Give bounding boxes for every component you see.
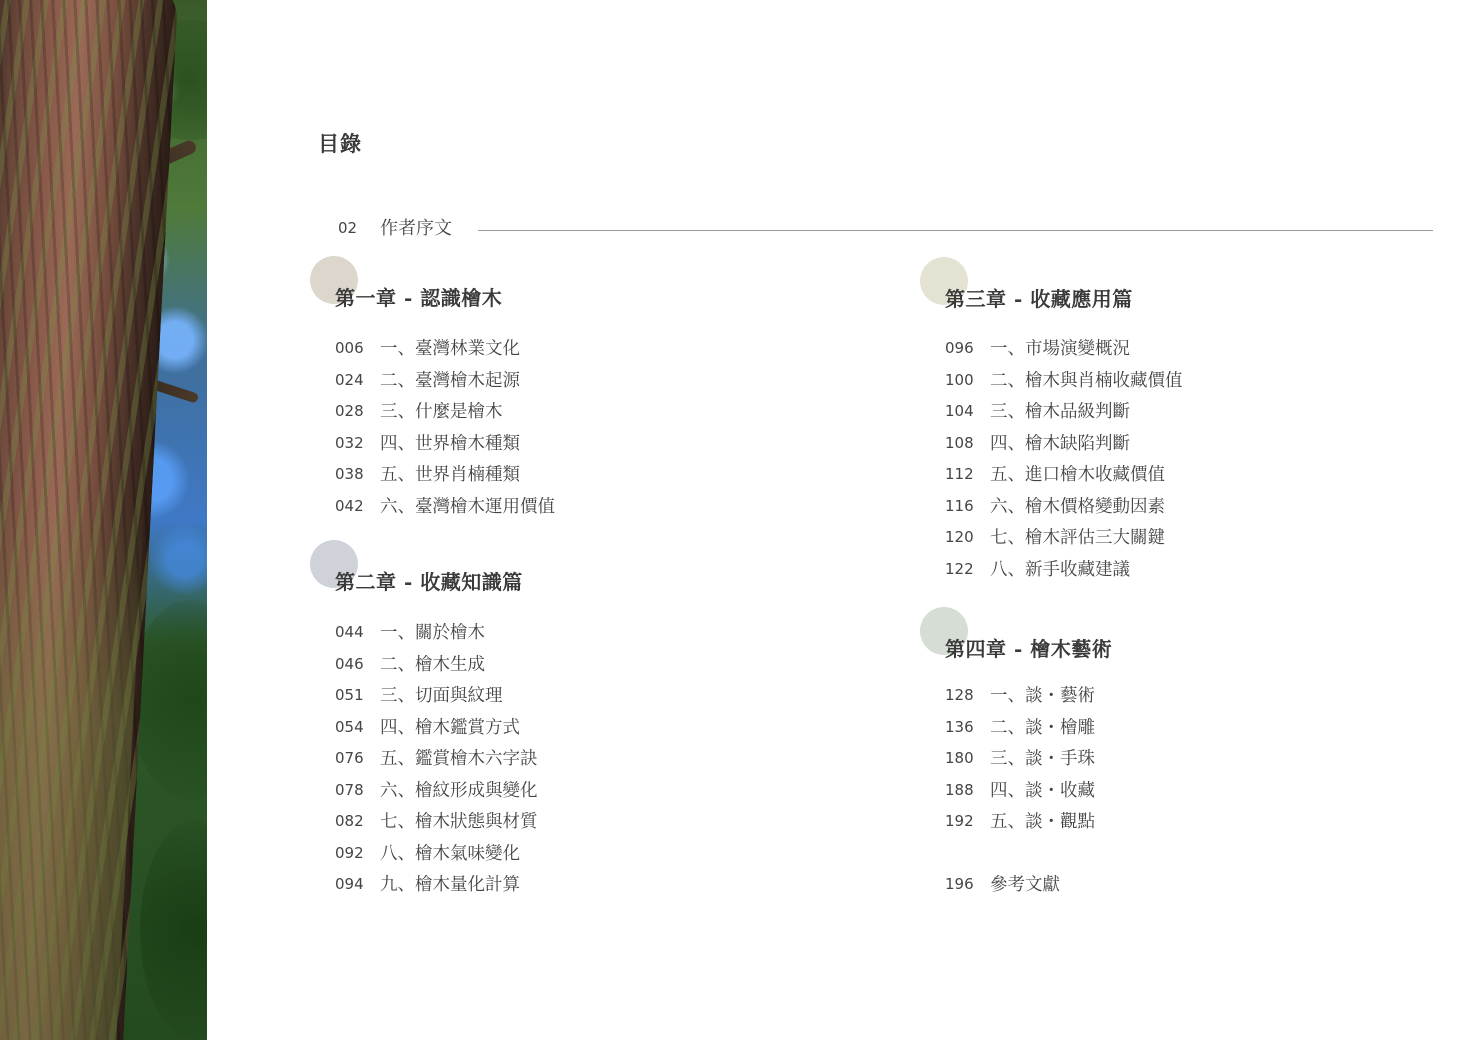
entry-label: 七、檜木狀態與材質 [380,812,538,832]
chapter-heading: 第一章 - 認識檜木 [335,286,503,310]
entry-label: 四、檜木鑑賞方式 [380,717,520,738]
entry-label: 三、檜木品級判斷 [990,402,1130,422]
page-number: 051 [335,686,364,704]
page-number: 02 [338,219,358,237]
page-title: 目錄 [318,131,362,156]
page-number: 128 [945,686,974,704]
chapter-heading: 第三章 - 收藏應用篇 [945,287,1133,311]
page-number: 094 [335,875,364,893]
entry-label: 六、檜紋形成與變化 [380,780,538,801]
page-number: 046 [335,654,364,673]
entry-label: 五、世界肖楠種類 [380,465,520,485]
page-number: 188 [945,780,974,799]
chapter-heading: 第二章 - 收藏知識篇 [335,570,523,594]
entry-label: 一、談・藝術 [990,686,1095,706]
foliage-shape [140,820,207,1040]
entry-label: 九、檜木量化計算 [380,875,520,895]
chapter-4 [945,633,1113,832]
page-number: 136 [945,717,974,736]
page-number: 108 [945,433,974,452]
entry-label: 五、鑑賞檜木六字訣 [380,749,538,769]
entry-label: 三、談・手珠 [990,749,1095,769]
entry-label: 一、市場演變概況 [990,339,1130,359]
chapter-3 [945,283,1183,580]
entry-label: 二、談・檜雕 [990,717,1095,738]
page-number: 076 [335,749,364,767]
entry-label: 八、檜木氣味變化 [380,843,520,864]
page-number: 092 [335,843,364,862]
page-number: 024 [335,370,364,389]
page-number: 120 [945,528,974,546]
entry-label: 一、關於檜木 [380,623,485,643]
page-number: 100 [945,370,974,389]
entry-label: 二、檜木生成 [380,654,485,675]
page-number: 180 [945,749,974,767]
entry-label: 作者序文 [380,218,452,239]
page-number: 116 [945,496,974,515]
page-number: 196 [945,875,974,893]
entry-label: 參考文獻 [990,875,1060,895]
entry-label: 五、進口檜木收藏價值 [990,465,1165,485]
page-number: 192 [945,812,974,830]
page-number: 032 [335,433,364,452]
entry-label: 二、臺灣檜木起源 [380,370,520,391]
page-number: 122 [945,559,974,578]
page-number: 112 [945,465,974,483]
entry-label: 六、檜木價格變動因素 [990,496,1165,517]
page-number: 042 [335,496,364,515]
tree-photo [0,0,207,1040]
entry-label: 六、臺灣檜木運用價值 [380,496,555,517]
page-number: 038 [335,465,364,483]
page-number: 006 [335,339,364,357]
entry-label: 二、檜木與肖楠收藏價值 [990,370,1183,391]
entry-label: 八、新手收藏建議 [990,559,1130,580]
entry-label: 四、世界檜木種類 [380,433,520,454]
page-number: 028 [335,402,364,420]
page-number: 078 [335,780,364,799]
page-number: 044 [335,623,364,641]
page-number: 104 [945,402,974,420]
entry-label: 五、談・觀點 [990,812,1095,832]
entry-label: 四、談・收藏 [990,780,1095,801]
chapter-heading: 第四章 - 檜木藝術 [945,637,1113,661]
preface-entry[interactable] [338,214,1433,240]
entry-label: 三、什麼是檜木 [380,402,503,422]
chapter-1 [335,282,555,517]
divider-line [478,230,1433,231]
entry-label: 三、切面與紋理 [380,686,503,706]
page-number: 096 [945,339,974,357]
page-number: 054 [335,717,364,736]
chapter-2 [335,566,538,895]
page-number: 082 [335,812,364,830]
entry-label: 七、檜木評估三大關鍵 [990,528,1165,548]
entry-label: 四、檜木缺陷判斷 [990,433,1130,454]
entry-label: 一、臺灣林業文化 [380,339,520,359]
